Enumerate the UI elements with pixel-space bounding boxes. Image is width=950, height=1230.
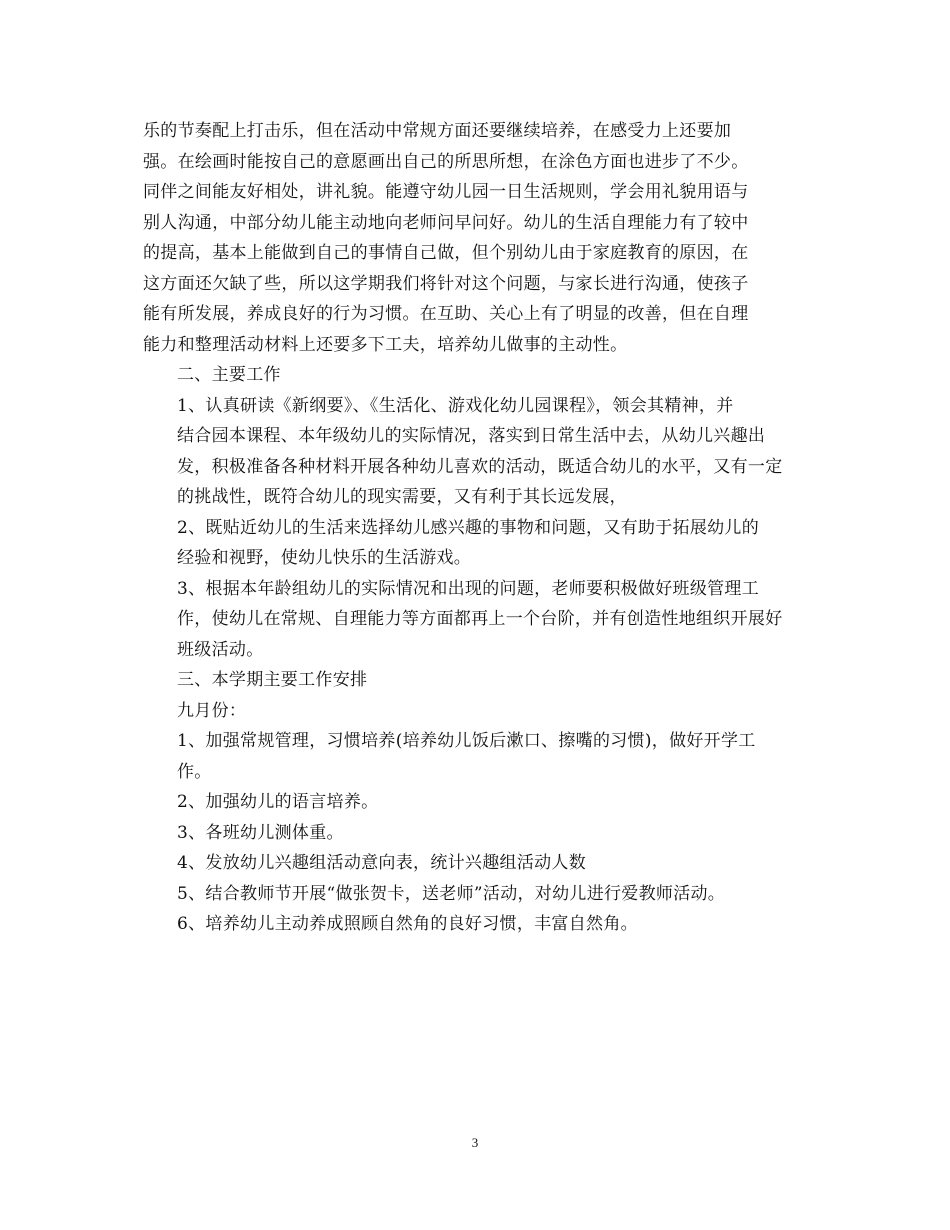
paragraph: [143, 665, 808, 696]
text-line: 二、主要工作: [177, 365, 281, 385]
text-line: 3、根据本年龄组幼儿的实际情况和出现的问题，老师要积极做好班级管理工: [177, 578, 760, 599]
paragraph: [143, 787, 808, 818]
text-line: 能力和整理活动材料上还要多下工夫，培养幼儿做事的主动性。: [143, 334, 628, 355]
paragraph: [143, 116, 808, 360]
text-line: 2、加强幼儿的语言培养。: [177, 792, 379, 812]
text-line: 4、发放幼儿兴趣组活动意向表，统计兴趣组活动人数: [177, 853, 587, 873]
text-line: 5、结合教师节开展“做张贺卡，送老师”活动，对幼儿进行爱教师活动。: [177, 883, 726, 904]
paragraph: [143, 848, 808, 879]
text-line: 九月份：: [177, 700, 247, 721]
text-line: 别人沟通，中部分幼儿能主动地向老师问早问好。幼儿的生活自理能力有了较中: [143, 212, 749, 233]
paragraph: [143, 879, 808, 910]
document-body: [143, 116, 808, 940]
paragraph: [143, 574, 808, 666]
paragraph: [143, 360, 808, 391]
text-line: 发，积极准备各种材料开展各种幼儿喜欢的活动，既适合幼儿的水平，又有一定: [177, 456, 783, 477]
text-line: 强。在绘画时能按自己的意愿画出自己的所思所想，在涂色方面也进步了不少。: [143, 151, 749, 172]
text-line: 同伴之间能友好相处，讲礼貌。能遵守幼儿园一日生活规则，学会用礼貌用语与: [143, 182, 749, 202]
text-line: 1、认真研读《新纲要》、《生活化、游戏化幼儿园课程》，领会其精神，并: [177, 395, 734, 416]
paragraph: [143, 909, 808, 940]
text-line: 三、本学期主要工作安排: [177, 670, 368, 690]
text-line: 结合园本课程、本年级幼儿的实际情况，落实到日常生活中去，从幼儿兴趣出: [177, 426, 766, 446]
text-line: 的挑战性，既符合幼儿的现实需要，又有利于其长远发展，: [177, 487, 627, 507]
text-line: 6、培养幼儿主动养成照顾自然角的良好习惯，丰富自然角。: [177, 914, 638, 934]
paragraph: [143, 696, 808, 727]
text-line: 1、加强常规管理，习惯培养(培养幼儿饭后漱口、擦嘴的习惯)，做好开学工: [177, 731, 756, 751]
text-line: 能有所发展，养成良好的行为习惯。在互助、关心上有了明显的改善，但在自理: [143, 304, 749, 324]
text-line: 乐的节奏配上打击乐，但在活动中常规方面还要继续培养，在感受力上还要加: [143, 121, 732, 141]
text-line: 作，使幼儿在常规、自理能力等方面都再上一个台阶，并有创造性地组织开展好: [177, 609, 783, 629]
text-line: 作。: [177, 761, 212, 782]
paragraph: [143, 513, 808, 574]
paragraph: [143, 726, 808, 787]
text-line: 这方面还欠缺了些，所以这学期我们将针对这个问题，与家长进行沟通，使孩子: [143, 273, 749, 294]
text-line: 的提高，基本上能做到自己的事情自己做，但个别幼儿由于家庭教育的原因，在: [143, 243, 749, 263]
paragraph: [143, 818, 808, 849]
page-number: 3: [471, 1135, 479, 1150]
text-line: 2、既贴近幼儿的生活来选择幼儿感兴趣的事物和问题，又有助于拓展幼儿的: [177, 517, 760, 538]
paragraph: [143, 391, 808, 513]
text-line: 3、各班幼儿测体重。: [177, 822, 344, 843]
text-line: 班级活动。: [177, 639, 264, 660]
text-line: 经验和视野，使幼儿快乐的生活游戏。: [177, 548, 472, 568]
